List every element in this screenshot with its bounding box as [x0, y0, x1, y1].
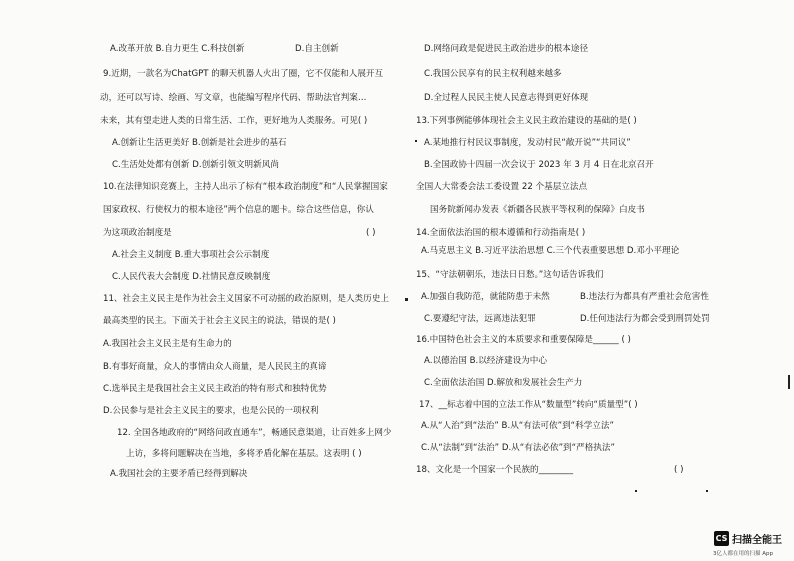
- left-line-l6: C.生活处处都有创新 D.创新引领文明新风尚: [112, 160, 279, 170]
- left-line-l13: 最高类型的民主。下面关于社会主义民主的说法，错误的是( ): [103, 316, 336, 326]
- left-line-l5: A.创新让生活更美好 B.创新是社会进步的基石: [112, 138, 287, 148]
- right-line-r1: D.网络问政是促进民主政治进步的根本途径: [424, 44, 589, 54]
- right-line-r20: 18、文化是一个国家一个民族的________: [416, 465, 574, 475]
- right-line-r5: A.某地推行村民议事制度，发动村民“敞开说”“共同议”: [424, 138, 631, 148]
- left-line-l19: 上访，多将问题解决在当地，多将矛盾化解在基层。这表明 ( ): [126, 449, 362, 459]
- right-line-r13b: D.任何违法行为都会受到刑罚处罚: [580, 314, 710, 324]
- right-line-r4: 13.下列事例能够体现社会主义民主政治建设的基础的是( ): [416, 116, 637, 126]
- left-line-l11: C.人民代表大会制度 D.社情民意反映制度: [112, 272, 271, 282]
- watermark-subtitle: 3亿人都在用的扫描 App: [713, 551, 773, 557]
- right-line-r18: A.从“人治”到“法治” B.从“有法可依”到“科学立法”: [421, 421, 614, 431]
- left-line-l14: A.我国社会主义民主是有生命力的: [103, 339, 232, 349]
- left-line-l7: 10.在法律知识竞赛上，主持人出示了标有“根本政治制度”和“人民掌握国家: [103, 182, 388, 192]
- left-line-l15: B.有事好商量，众人的事情由众人商量，是人民民主的真谛: [103, 362, 327, 372]
- right-line-r15: A.以德治国 B.以经济建设为中心: [424, 356, 547, 366]
- right-line-r9: 14.全面依法治国的根本遵循和行动指南是( ): [416, 228, 586, 238]
- left-line-l17: D.公民参与是社会主义民主的要求，也是公民的一项权利: [103, 406, 319, 416]
- left-line-l8: 国家政权、行使权力的根本途径”两个信息的题卡。综合这些信息，你认: [103, 205, 374, 215]
- left-line-l16: C.选举民主是我国社会主义民主政治的特有形式和独特优势: [103, 384, 327, 394]
- right-line-r16: C.全面依法治国 D.解放和发展社会生产力: [424, 378, 583, 388]
- left-line-l10: A.社会主义制度 B.重大事项社会公示制度: [112, 250, 270, 260]
- right-line-r2: C.我国公民享有的民主权利越来越多: [424, 69, 562, 79]
- scan-speck: [706, 490, 708, 492]
- right-line-r8: 国务院新闻办发表《新疆各民族平等权利的保障》白皮书: [430, 205, 645, 215]
- left-line-l4: 未来，其有望走进人类的日常生活、工作，更好地为人类服务。可见( ): [100, 116, 368, 126]
- right-line-r13: C.要遵纪守法，远离违法犯罪: [424, 314, 536, 324]
- left-line-l12: 11、社会主义民主是作为社会主义国家不可动摇的政治原则，是人类历史上: [103, 294, 389, 304]
- right-line-r12b: B.违法行为都具有严重社会危害性: [580, 292, 709, 302]
- right-line-r7: 全国人大常委会法工委设置 22 个基层立法点: [416, 182, 588, 192]
- watermark-name: 扫描全能王: [732, 535, 782, 546]
- scan-speck: [788, 375, 790, 389]
- scan-speck: [635, 490, 637, 492]
- left-line-l9: 为这项政治制度是: [103, 228, 172, 238]
- right-line-r17: 17、__标志着中国的立法工作从“数量型”转向“质量型”( ): [419, 400, 638, 410]
- right-line-r12: A.加强自我防范，就能防患于未然: [421, 292, 550, 302]
- right-line-r14: 16.中国特色社会主义的本质要求和重要保障是______ ( ): [416, 335, 631, 345]
- left-line-l2: 9.近期，一款名为ChatGPT 的聊天机器人火出了圈，它不仅能和人展开互: [103, 69, 384, 79]
- scan-speck: [415, 140, 417, 142]
- left-line-l9b: ( ): [366, 228, 376, 238]
- right-line-r10: A.马克思主义 B.习近平法治思想 C.三个代表重要思想 D.邓小平理论: [421, 246, 680, 256]
- left-line-l18: 12. 全国各地政府的“网络问政直通车”，畅通民意渠道，让百姓多上网少: [117, 428, 392, 438]
- left-line-l1b: D.自主创新: [295, 44, 339, 54]
- right-line-r11: 15、“守法朝朝乐，违法日日愁。”这句话告诉我们: [416, 270, 604, 280]
- camscanner-logo-icon: CS: [714, 531, 729, 546]
- left-line-l3: 动，还可以写诗、绘画、写文章，也能编写程序代码、帮助法官判案…: [100, 93, 367, 103]
- left-line-l1: A.改革开放 B.自力更生 C.科技创新: [110, 44, 245, 54]
- left-line-l20: A.我国社会的主要矛盾已经得到解决: [110, 469, 248, 479]
- right-line-r3: D.全过程人民民主使人民意志得到更好体现: [424, 93, 589, 103]
- camscanner-watermark: [714, 531, 782, 546]
- right-line-r20b: ( ): [674, 465, 684, 475]
- scan-speck: [405, 298, 408, 301]
- right-line-r6: B.全国政协十四届一次会议于 2023 年 3 月 4 日在北京召开: [424, 160, 654, 170]
- right-line-r19: C.从“法制”到“法治” D.从“有法必依”到“严格执法”: [421, 443, 615, 453]
